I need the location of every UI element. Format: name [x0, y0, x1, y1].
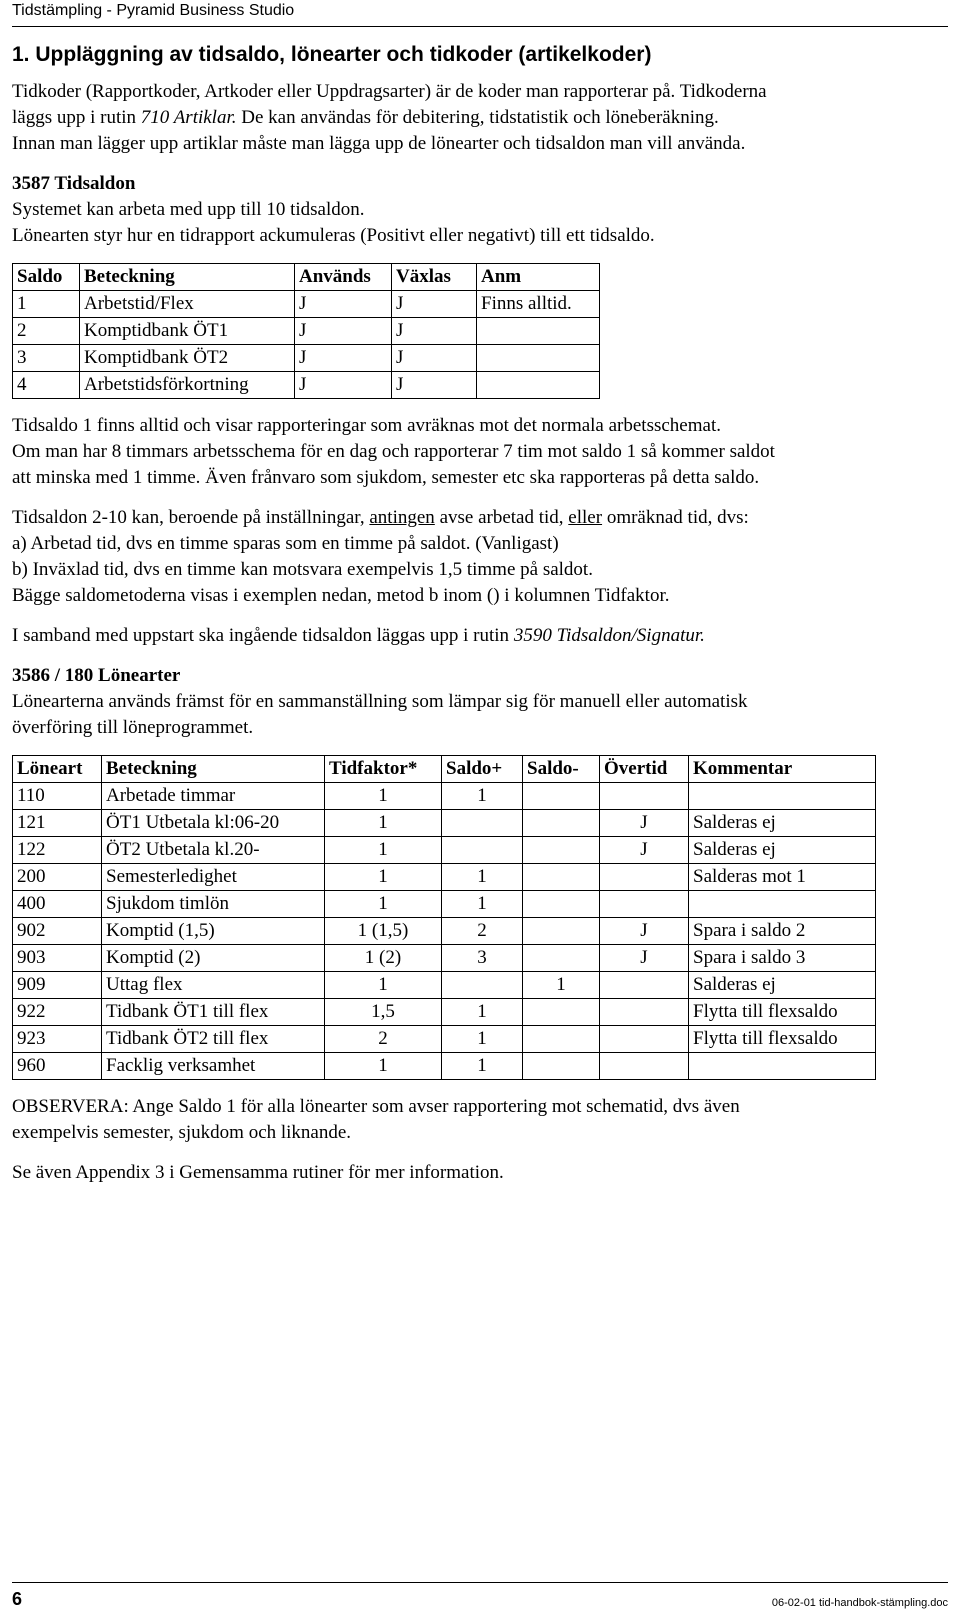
- table-header-row: [13, 264, 600, 291]
- table-cell: Spara i saldo 3: [689, 945, 876, 972]
- page-footer: [12, 1582, 948, 1610]
- table-cell: 922: [13, 999, 102, 1026]
- table-cell: Salderas ej: [689, 810, 876, 837]
- table-cell: J: [392, 372, 477, 399]
- table-cell: ÖT2 Utbetala kl.20-: [102, 837, 325, 864]
- table-row: [13, 891, 876, 918]
- table-cell: [477, 372, 600, 399]
- table-cell: [523, 1026, 600, 1053]
- table-row: [13, 945, 876, 972]
- table-cell: Salderas mot 1: [689, 864, 876, 891]
- table-cell: J: [600, 810, 689, 837]
- tidsaldo1-paragraph: Tidsaldo 1 finns alltid och visar rapporteringar som avräknas mot det normala arbetsschemat. Om man har 8 timmars arbetsschema för en dag och rapporterar 7 tim mot saldo 1 så kommer saldot att minska med 1 timme. Även frånvaro som sjukdom, semester etc ska rapporteras på detta saldo.: [12, 415, 775, 488]
- table-row: [13, 783, 876, 810]
- table-cell: [523, 999, 600, 1026]
- table-cell: Tidbank ÖT1 till flex: [102, 999, 325, 1026]
- table-header-row: [13, 756, 876, 783]
- table-cell: Sjukdom timlön: [102, 891, 325, 918]
- table-cell: Flytta till flexsaldo: [689, 999, 876, 1026]
- loneart-table: [12, 755, 876, 1080]
- table-cell: Salderas ej: [689, 837, 876, 864]
- column-header: Beteckning: [80, 264, 295, 291]
- table-cell: [477, 318, 600, 345]
- table-cell: J: [392, 291, 477, 318]
- table-cell: J: [295, 291, 392, 318]
- table-cell: 960: [13, 1053, 102, 1080]
- table-cell: [477, 345, 600, 372]
- table-row: [13, 372, 600, 399]
- table-cell: [600, 1053, 689, 1080]
- table-cell: 1: [442, 783, 523, 810]
- column-header: Beteckning: [102, 756, 325, 783]
- table-cell: [523, 1053, 600, 1080]
- file-name: 06-02-01 tid-handbok-stämpling.doc: [771, 1597, 948, 1609]
- table-cell: 1: [442, 999, 523, 1026]
- table-cell: J: [392, 345, 477, 372]
- table-cell: 4: [13, 372, 80, 399]
- table-cell: 2: [442, 918, 523, 945]
- table-cell: 1 (2): [325, 945, 442, 972]
- table-cell: 200: [13, 864, 102, 891]
- lonearter-description: Lönearterna används främst för en sammanställning som lämpar sig för manuell eller automatisk överföring till löneprogrammet.: [12, 691, 748, 738]
- table-cell: 122: [13, 837, 102, 864]
- table-cell: [523, 810, 600, 837]
- page-header: Tidstämpling - Pyramid Business Studio: [12, 0, 948, 27]
- table-cell: [523, 864, 600, 891]
- table-row: [13, 1026, 876, 1053]
- table-cell: [442, 972, 523, 999]
- table-cell: 1: [13, 291, 80, 318]
- table-cell: [600, 783, 689, 810]
- table-cell: Flytta till flexsaldo: [689, 1026, 876, 1053]
- table-cell: Arbetstid/Flex: [80, 291, 295, 318]
- table-row: [13, 291, 600, 318]
- table-cell: Arbetade timmar: [102, 783, 325, 810]
- table-cell: 3: [13, 345, 80, 372]
- table-row: [13, 810, 876, 837]
- table-cell: [442, 810, 523, 837]
- table-row: [13, 318, 600, 345]
- table-cell: 1: [523, 972, 600, 999]
- table-cell: J: [295, 372, 392, 399]
- table-cell: J: [392, 318, 477, 345]
- routine-reference: 3590 Tidsaldon/Signatur.: [513, 625, 705, 646]
- table-cell: J: [295, 318, 392, 345]
- table-cell: ÖT1 Utbetala kl:06-20: [102, 810, 325, 837]
- table-cell: Tidbank ÖT2 till flex: [102, 1026, 325, 1053]
- table-cell: 110: [13, 783, 102, 810]
- column-header: Saldo-: [523, 756, 600, 783]
- table-cell: 1,5: [325, 999, 442, 1026]
- table-row: [13, 972, 876, 999]
- table-cell: [689, 783, 876, 810]
- table-cell: [600, 972, 689, 999]
- observera-paragraph: OBSERVERA: Ange Saldo 1 för alla lönearter som avser rapportering mot schematid, dvs även exempelvis semester, sjukdom och liknande.: [12, 1096, 740, 1143]
- table-cell: [523, 918, 600, 945]
- table-cell: J: [600, 837, 689, 864]
- table-cell: Komptid (2): [102, 945, 325, 972]
- table-cell: Finns alltid.: [477, 291, 600, 318]
- table-row: [13, 864, 876, 891]
- table-cell: Uttag flex: [102, 972, 325, 999]
- table-cell: [523, 945, 600, 972]
- table-cell: 1: [325, 891, 442, 918]
- document-page: [12, 0, 948, 1186]
- table-row: [13, 1053, 876, 1080]
- table-cell: 1 (1,5): [325, 918, 442, 945]
- table-cell: 3: [442, 945, 523, 972]
- table-row: [13, 345, 600, 372]
- column-header: Växlas: [392, 264, 477, 291]
- table-cell: [600, 891, 689, 918]
- table-cell: J: [295, 345, 392, 372]
- column-header: Övertid: [600, 756, 689, 783]
- table-cell: 1: [442, 864, 523, 891]
- table-cell: 1: [325, 810, 442, 837]
- table-cell: Komptidbank ÖT1: [80, 318, 295, 345]
- column-header: Används: [295, 264, 392, 291]
- tidsaldon-heading: 3587 Tidsaldon: [12, 173, 136, 194]
- table-cell: 1: [442, 1026, 523, 1053]
- page-number: 6: [12, 1589, 23, 1609]
- table-cell: 923: [13, 1026, 102, 1053]
- table-cell: 1: [325, 783, 442, 810]
- table-cell: [523, 891, 600, 918]
- column-header: Saldo+: [442, 756, 523, 783]
- table-cell: Salderas ej: [689, 972, 876, 999]
- lonearter-heading: 3586 / 180 Lönearter: [12, 665, 181, 686]
- table-cell: [689, 891, 876, 918]
- table-cell: 121: [13, 810, 102, 837]
- table-cell: 1: [325, 972, 442, 999]
- table-cell: 909: [13, 972, 102, 999]
- table-cell: Komptid (1,5): [102, 918, 325, 945]
- table-cell: Arbetstidsförkortning: [80, 372, 295, 399]
- table-cell: [600, 1026, 689, 1053]
- column-header: Anm: [477, 264, 600, 291]
- routine-reference: 710 Artiklar.: [140, 107, 237, 128]
- column-header: Löneart: [13, 756, 102, 783]
- table-cell: [523, 783, 600, 810]
- table-cell: [600, 864, 689, 891]
- tidsaldo-table: [12, 263, 600, 399]
- table-cell: Spara i saldo 2: [689, 918, 876, 945]
- table-cell: J: [600, 918, 689, 945]
- table-cell: Semesterledighet: [102, 864, 325, 891]
- table-row: [13, 918, 876, 945]
- table-cell: [523, 837, 600, 864]
- table-row: [13, 999, 876, 1026]
- table-cell: Facklig verksamhet: [102, 1053, 325, 1080]
- uppstart-paragraph: I samband med uppstart ska ingående tidsaldon läggas upp i rutin 3590 Tidsaldon/Signatur.: [12, 625, 705, 646]
- table-row: [13, 837, 876, 864]
- tidsaldon-description: Systemet kan arbeta med upp till 10 tidsaldon. Lönearten styr hur en tidrapport ackumuleras (Positivt eller negativt) till ett tidsaldo.: [12, 199, 655, 246]
- table-cell: [600, 999, 689, 1026]
- table-cell: 903: [13, 945, 102, 972]
- intro-paragraph: Tidkoder (Rapportkoder, Artkoder eller Uppdragsarter) är de koder man rapporterar på. Tidkoderna läggs upp i rutin 710 Artiklar. De kan användas för debitering, tidstatistik och löneberäkning. Innan man lägger upp artiklar måste man lägga upp de lönearter och tidsaldon man vill använda.: [12, 81, 767, 154]
- column-header: Kommentar: [689, 756, 876, 783]
- section-heading: 1. Uppläggning av tidsaldo, lönearter och tidkoder (artikelkoder): [12, 43, 652, 66]
- appendix-note: Se även Appendix 3 i Gemensamma rutiner för mer information.: [12, 1162, 504, 1183]
- table-cell: [442, 837, 523, 864]
- table-cell: [689, 1053, 876, 1080]
- table-cell: 400: [13, 891, 102, 918]
- column-header: Tidfaktor*: [325, 756, 442, 783]
- table-cell: 1: [442, 1053, 523, 1080]
- table-cell: 2: [325, 1026, 442, 1053]
- table-cell: 1: [325, 864, 442, 891]
- table-cell: 902: [13, 918, 102, 945]
- table-cell: J: [600, 945, 689, 972]
- table-cell: 1: [325, 837, 442, 864]
- table-cell: 1: [442, 891, 523, 918]
- table-cell: 1: [325, 1053, 442, 1080]
- table-cell: 2: [13, 318, 80, 345]
- tidsaldon-2-10-paragraph: Tidsaldon 2-10 kan, beroende på inställningar, antingen avse arbetad tid, eller omräknad tid, dvs: a) Arbetad tid, dvs en timme sparas som en timme på saldot. (Vanligast) b) Inväxlad tid, dvs en timme kan motsvara exempelvis 1,5 timme på saldot. Bägge saldometoderna visas i exemplen nedan, metod b inom () i kolumnen Tidfaktor.: [12, 507, 749, 606]
- table-cell: Komptidbank ÖT2: [80, 345, 295, 372]
- column-header: Saldo: [13, 264, 80, 291]
